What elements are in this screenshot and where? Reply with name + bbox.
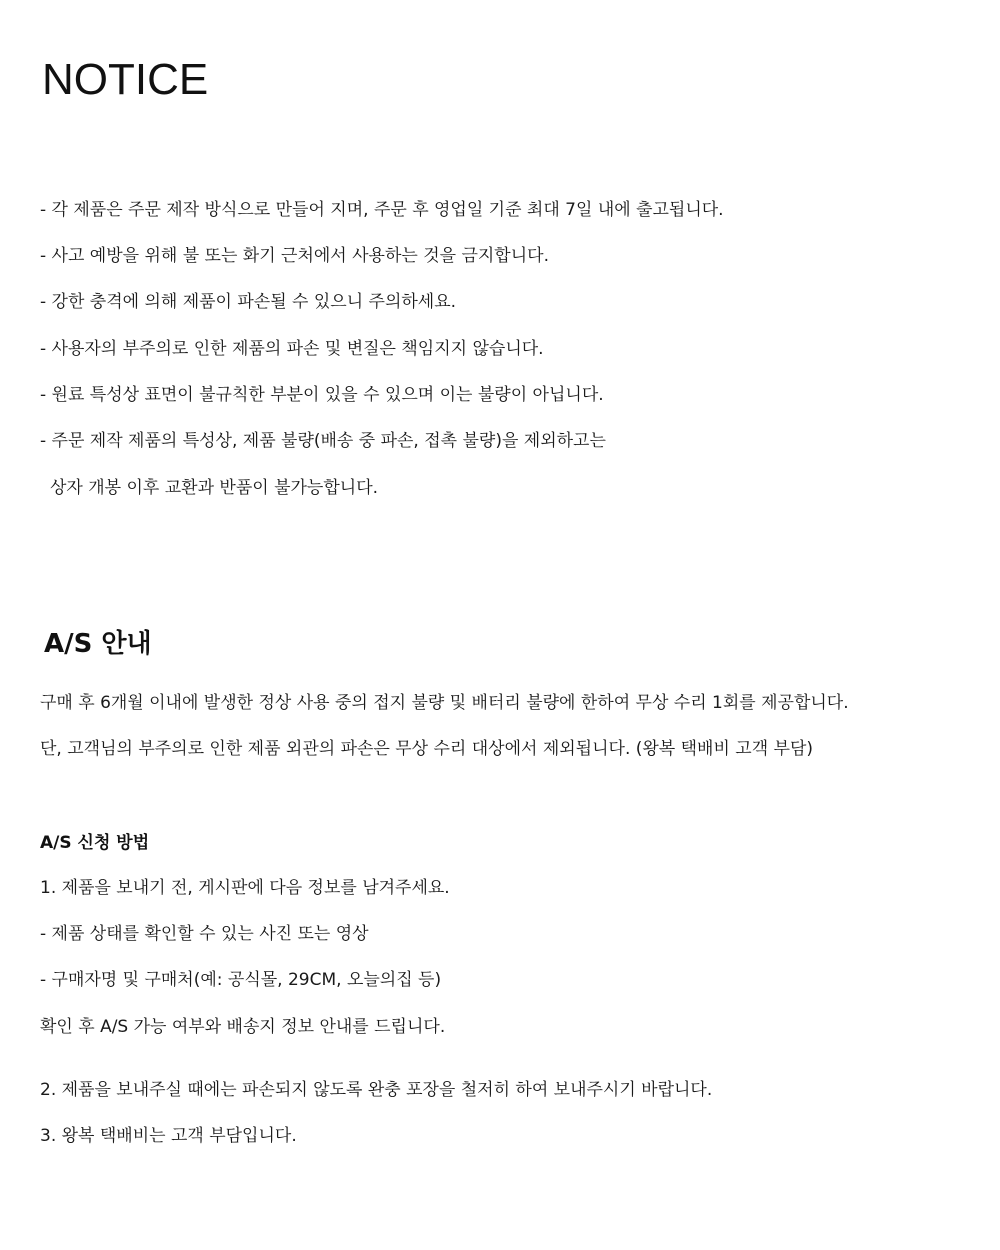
as-method-step: 1. 제품을 보내기 전, 게시판에 다음 정보를 남겨주세요. [40,878,450,898]
notice-item-continued: 상자 개봉 이후 교환과 반품이 불가능합니다. [50,478,379,498]
notice-item: - 각 제품은 주문 제작 방식으로 만들어 지며, 주문 후 영업일 기준 최대 7일 내에 출고됩니다. [40,200,724,220]
as-method-detail: - 구매자명 및 구매처(예: 공식몰, 29CM, 오늘의집 등) [40,970,442,990]
notice-item: - 사용자의 부주의로 인한 제품의 파손 및 변질은 책임지지 않습니다. [40,339,544,359]
as-intro-line: 단, 고객님의 부주의로 인한 제품 외관의 파손은 무상 수리 대상에서 제외됩니다. (왕복 택배비 고객 부담) [40,739,814,759]
as-method-detail: - 제품 상태를 확인할 수 있는 사진 또는 영상 [40,924,369,944]
notice-item: - 사고 예방을 위해 불 또는 화기 근처에서 사용하는 것을 금지합니다. [40,246,549,266]
as-intro-line: 구매 후 6개월 이내에 발생한 정상 사용 중의 접지 불량 및 배터리 불량에 한하여 무상 수리 1회를 제공합니다. [40,693,849,713]
notice-item: - 원료 특성상 표면이 불규칙한 부분이 있을 수 있으며 이는 불량이 아닙니다. [40,385,604,405]
as-method-step: 3. 왕복 택배비는 고객 부담입니다. [40,1126,297,1146]
notice-title: NOTICE [42,55,209,104]
as-method-title: A/S 신청 방법 [40,833,150,853]
as-method-step: 2. 제품을 보내주실 때에는 파손되지 않도록 완충 포장을 철저히 하여 보내주시기 바랍니다. [40,1080,713,1100]
as-section-title: A/S 안내 [44,629,152,659]
notice-item: - 강한 충격에 의해 제품이 파손될 수 있으니 주의하세요. [40,292,457,312]
as-method-note: 확인 후 A/S 가능 여부와 배송지 정보 안내를 드립니다. [40,1017,446,1037]
notice-item: - 주문 제작 제품의 특성상, 제품 불량(배송 중 파손, 접촉 불량)을 제외하고는 [40,431,606,451]
